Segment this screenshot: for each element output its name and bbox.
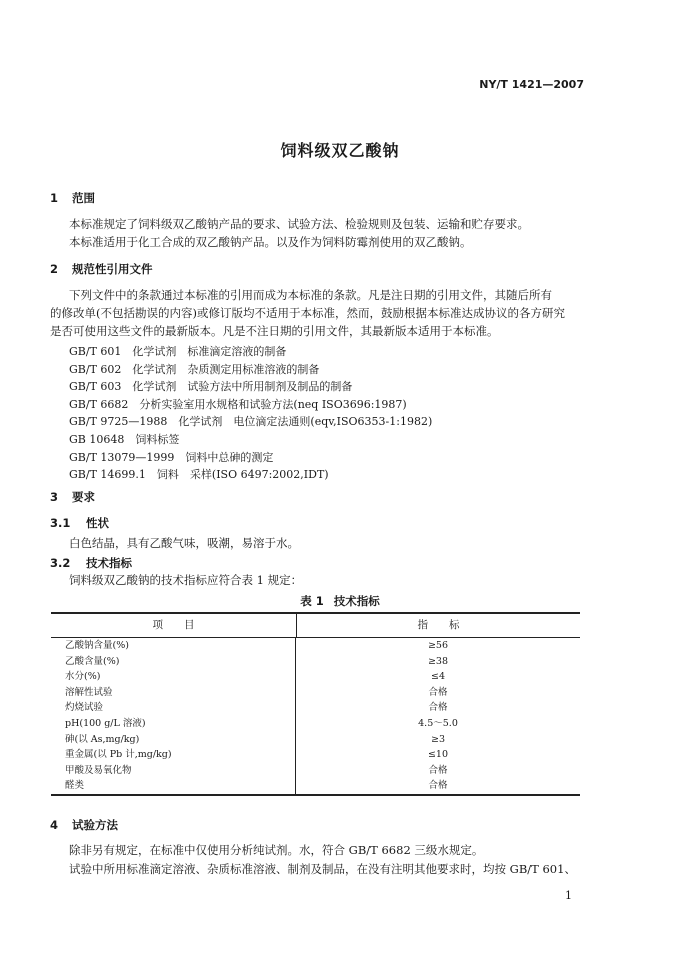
cell-value: ≤4 (430, 671, 445, 683)
table-row (51, 763, 580, 779)
reference-item: GB/T 601 化学试剂 标准滴定溶液的制备 (69, 345, 287, 358)
cell-item: 砷(以 As,mg/kg) (51, 732, 296, 748)
section-number: 2 (50, 262, 59, 276)
page-number: 1 (565, 889, 572, 902)
document-title: 饲料级双乙酸钠 (280, 141, 400, 160)
section-number: 3 (50, 490, 59, 504)
section-title: 规范性引用文件 (72, 262, 153, 276)
table-row (51, 716, 580, 732)
references-intro-line-2: 的修改单(不包括勘误的内容)或修订版均不适用于本标准，然而，鼓励根据本标准达成协议的各方研究 (50, 306, 565, 320)
section-2-heading (50, 261, 153, 277)
header-item: 项 目 (51, 614, 297, 637)
reference-item: GB/T 603 化学试剂 试验方法中所用制剂及制品的制备 (69, 380, 353, 394)
references-intro-line-3: 是否可使用这些文件的最新版本。凡是不注日期的引用文件，其最新版本适用于本标准。 (50, 324, 499, 338)
table-caption (0, 593, 680, 609)
cell-item: 乙酸含量(%) (51, 654, 296, 670)
cell-item: 溶解性试验 (51, 685, 296, 701)
subsection-title: 性状 (86, 516, 109, 530)
methods-paragraph-1: 除非另有规定，在标准中仅使用分析纯试剂。水，符合 GB/T 6682 三级水规定。 (69, 843, 484, 857)
subsection-number: 3.2 (50, 556, 71, 570)
section-1-heading (50, 190, 95, 206)
subsection-3-1-heading (50, 515, 109, 531)
cell-value: 合格 (428, 764, 448, 776)
section-title: 范围 (72, 191, 95, 205)
cell-value: ≤10 (427, 749, 449, 761)
scope-paragraph-1: 本标准规定了饲料级双乙酸钠产品的要求、试验方法、检验规则及包装、运输和贮存要求。 (69, 217, 529, 231)
cell-value: 合格 (428, 702, 448, 714)
section-title: 试验方法 (72, 818, 118, 832)
reference-item: GB/T 14699.1 饲料 采样(ISO 6497:2002,IDT) (69, 468, 329, 482)
cell-value: ≥3 (430, 733, 445, 745)
reference-item: GB 10648 饲料标签 (69, 432, 180, 446)
cell-item: 重金属(以 Pb 计,mg/kg) (51, 747, 296, 763)
reference-item: GB/T 13079—1999 饲料中总砷的测定 (69, 450, 274, 464)
subsection-number: 3.1 (50, 516, 71, 530)
table-row (51, 638, 580, 654)
cell-item: 灼烧试验 (51, 700, 296, 716)
cell-item: 水分(%) (51, 669, 296, 685)
table-row (51, 747, 580, 763)
table-number: 表 1 (300, 594, 324, 608)
table-header-row (51, 614, 580, 638)
table-row (51, 778, 580, 794)
cell-value: 合格 (428, 780, 448, 792)
appearance-text: 白色结晶，具有乙酸气味，吸潮，易溶于水。 (69, 536, 299, 550)
cell-item: 醛类 (51, 778, 296, 794)
subsection-3-2-heading (50, 555, 132, 571)
cell-item: 乙酸钠含量(%) (51, 638, 296, 654)
table-row (51, 669, 580, 685)
cell-value: ≥38 (427, 655, 449, 667)
section-4-heading (50, 817, 118, 833)
cell-item: pH(100 g/L 溶液) (51, 716, 296, 732)
technical-index-text: 饲料级双乙酸钠的技术指标应符合表 1 规定： (69, 573, 303, 587)
reference-item: GB/T 9725—1988 化学试剂 电位滴定法通则(eqv,ISO6353-1:1982) (69, 415, 433, 429)
subsection-title: 技术指标 (86, 556, 132, 570)
section-number: 1 (50, 191, 59, 205)
table-row (51, 685, 580, 701)
section-number: 4 (50, 818, 59, 832)
reference-list (69, 343, 432, 484)
cell-value: 4.5～5.0 (418, 717, 458, 729)
table-row (51, 654, 580, 670)
cell-value: ≥56 (427, 640, 449, 651)
table-row (51, 700, 580, 716)
references-intro-line-1: 下列文件中的条款通过本标准的引用而成为本标准的条款。凡是注日期的引用文件，其随后所有 (69, 288, 552, 302)
reference-item: GB/T 6682 分析实验室用水规格和试验方法(neq ISO3696:1987) (69, 397, 407, 411)
reference-item: GB/T 602 化学试剂 杂质测定用标准溶液的制备 (69, 362, 320, 376)
cell-value: 合格 (428, 686, 448, 698)
cell-item: 甲酸及易氧化物 (51, 763, 296, 779)
table-title: 技术指标 (333, 594, 380, 608)
standard-number: NY/T 1421—2007 (479, 78, 584, 91)
methods-paragraph-2: 试验中所用标准滴定溶液、杂质标准溶液、制剂及制品，在没有注明其他要求时，均按 GB/T 601、 (69, 862, 576, 876)
header-index: 指 标 (417, 619, 460, 631)
section-title: 要求 (72, 490, 95, 504)
table-row (51, 732, 580, 748)
scope-paragraph-2: 本标准适用于化工合成的双乙酸钠产品。以及作为饲料防霉剂使用的双乙酸钠。 (69, 235, 472, 249)
section-3-heading (50, 489, 95, 505)
technical-index-table (51, 612, 580, 796)
